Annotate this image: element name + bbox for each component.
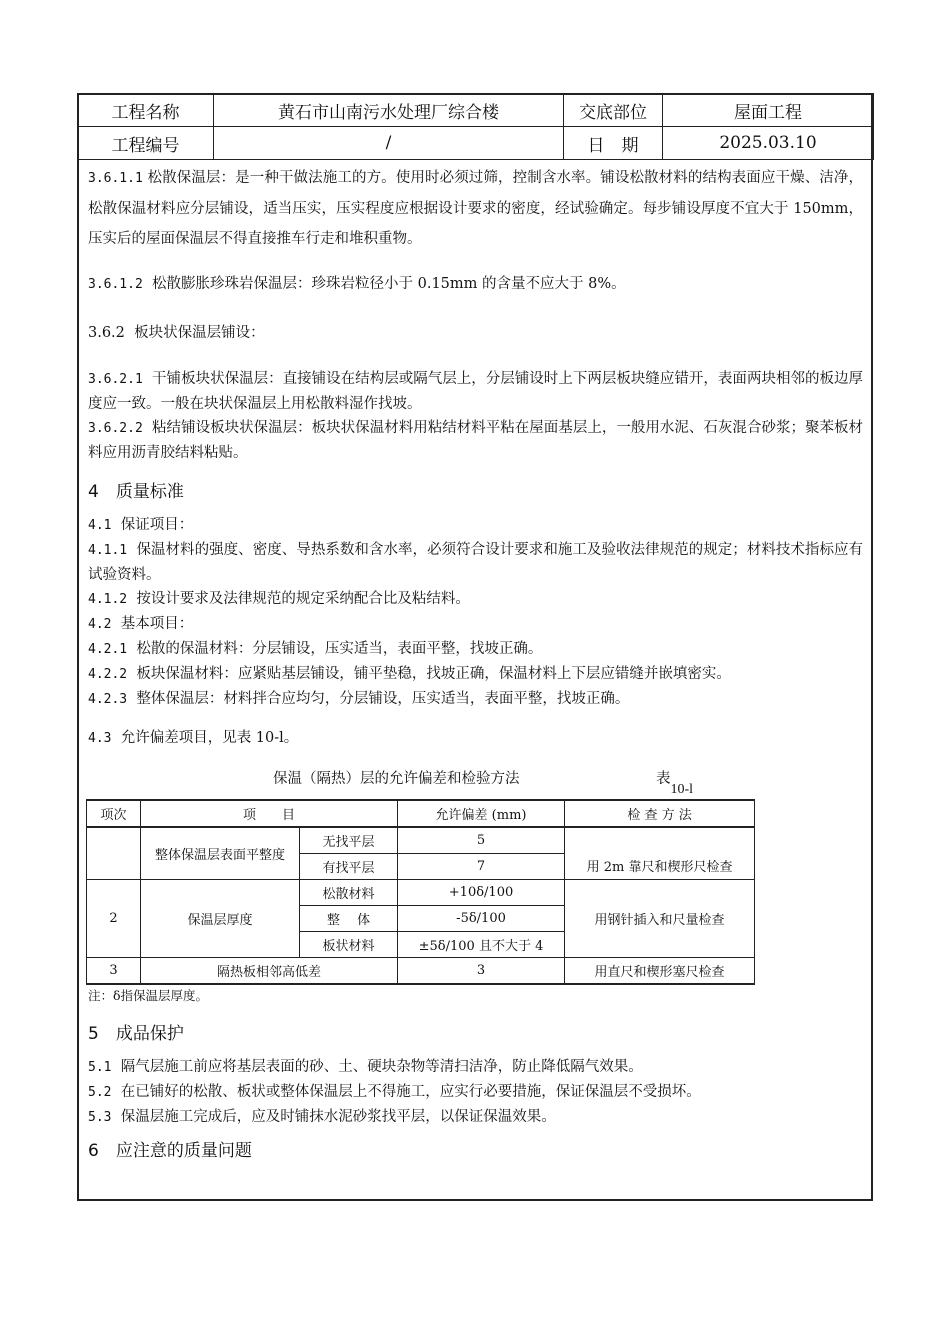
row-tolerance-cell: 5 [398,827,565,854]
row-sub-item-cell: 无找平层 [300,827,398,854]
section-4-title: 4 质量标准 [88,482,184,502]
clause-text: 松散膨胀珍珠岩保温层：珍珠岩粒径小于 0.15mm 的含量不应大于 8%。 [152,276,626,292]
header-table [77,93,874,160]
clause-text: 粘结铺设板块状保温层：板块状保温材料用粘结材料平粘在屋面基层上，一般用水泥、石灰混合砂浆；聚苯板材料应用沥青胶结料粘贴。 [88,420,864,461]
clause-number: 3.6.2 [88,325,125,341]
clause-number: 3.6.1.2 [88,277,143,292]
date-label: 日 期 [564,127,663,160]
paragraph-4-2-3 [88,687,863,712]
col-header-item: 项 目 [141,800,398,827]
table-note: 注：δ指保温层厚度。 [88,988,209,1003]
table-ref-number: 10-l [670,781,694,797]
clause-number: 4.3 [88,731,112,746]
clause-text: 整体保温层：材料拌合应均匀，分层铺设，压实适当，表面平整，找坡正确。 [136,691,630,707]
project-name-label: 工程名称 [78,94,214,127]
clause-number: 3.6.2.1 [88,372,143,387]
row-tolerance-cell: 7 [398,854,565,880]
clause-text: 在已铺好的松散、板状或整体保温层上不得施工，应实行必要措施，保证保温层不受损坏。 [120,1084,701,1100]
clause-text: 板块状保温层铺设： [134,325,265,341]
clause-number: 4.1.1 [88,543,128,558]
clause-text: 按设计要求及法律规范的规定采纳配合比及粘结料。 [136,591,470,607]
clause-text: 基本项目： [120,616,194,632]
row-method-cell: 用直尺和楔形塞尺检查 [565,958,755,985]
row-item-cell: 整体保温层表面平整度 [141,827,300,880]
clause-text: 松散保温层：是一种干做法施工的方。使用时必须过筛，控制含水率。铺设松散材料的结构表面应干燥、洁净，松散保温材料应分层铺设，适当压实，压实程度应根据设计要求的密度，经试验确定。每步铺设厚度不宜大于 150mm，压实后的屋面保温层不得直接推车行走和堆积重物。 [88,170,864,247]
clause-number: 5.3 [88,1110,112,1125]
row-sub-item-cell: 有找平层 [300,854,398,880]
table-row [87,880,755,906]
date-value: 2025.03.10 [663,127,874,160]
row-sub-item-cell: 板状材料 [300,932,398,958]
clause-text: 板块保温材料：应紧贴基层铺设，铺平垫稳，找坡正确，保温材料上下层应错缝并嵌填密实。 [136,666,731,682]
clause-number: 3.6.1.1 [88,171,143,186]
table-ref-prefix: 表 [656,771,671,787]
document-body [88,163,863,1164]
paragraph-4-2-1 [88,637,863,662]
clause-number: 4.2.2 [88,667,128,682]
paragraph-3-6-2 [88,321,863,345]
clause-text: 松散的保温材料：分层铺设，压实适当，表面平整，找坡正确。 [136,641,543,657]
row-no-cell: 2 [87,880,141,958]
col-header-method: 检 查 方 法 [565,800,755,827]
paragraph-4-1-2 [88,587,863,612]
clause-text: 保证项目： [120,517,194,533]
section-6-title: 6 应注意的质量问题 [88,1141,252,1161]
row-method-cell: 用 2m 靠尺和楔形尺检查 [565,827,755,880]
project-no-value: / [214,127,564,160]
handover-part-label: 交底部位 [564,94,663,127]
paragraph-5-3 [88,1105,863,1130]
row-tolerance-cell: 3 [398,958,565,985]
clause-number: 4.2 [88,617,112,632]
paragraph-4-2 [88,612,863,637]
clause-text: 干铺板块状保温层：直接铺设在结构层或隔气层上，分层铺设时上下两层板块缝应错开，表面两块相邻的板边厚度应一致。一般在块状保温层上用松散料湿作找坡。 [88,371,864,412]
clause-number: 3.6.2.2 [88,421,143,436]
row-item-cell: 隔热板相邻高低差 [141,958,398,985]
paragraph-4-3 [88,726,863,751]
handover-part-value: 屋面工程 [663,94,874,127]
row-tolerance-cell: +10δ/100 [398,880,565,906]
section-5-title: 5 成品保护 [88,1024,184,1044]
table-row [87,958,755,985]
clause-number: 5.2 [88,1085,112,1100]
clause-number: 5.1 [88,1060,112,1075]
paragraph-5-2 [88,1080,863,1105]
clause-text: 保温材料的强度、密度、导热系数和含水率，必须符合设计要求和施工及验收法律规范的规定；材料技术指标应有试验资料。 [88,542,864,583]
row-sub-item-cell: 松散材料 [300,880,398,906]
clause-number: 4.1 [88,518,112,533]
paragraph-4-2-2 [88,662,863,687]
paragraph-3-6-1-2 [88,272,863,297]
paragraph-5-1 [88,1055,863,1080]
clause-number: 4.2.1 [88,642,128,657]
clause-number: 4.1.2 [88,592,128,607]
row-method-cell: 用钢针插入和尺量检查 [565,880,755,958]
row-no-cell: 3 [87,958,141,985]
table-title: 保温（隔热）层的允许偏差和检验方法 [273,771,520,787]
row-sub-item-cell: 整 体 [300,906,398,932]
row-tolerance-cell: ±5δ/100 且不大于 4 [398,932,565,958]
table-row [87,827,755,854]
paragraph-4-1 [88,513,863,538]
table-reference [656,767,694,797]
clause-number: 4.2.3 [88,692,128,707]
table-header-row [87,800,755,827]
clause-text: 保温层施工完成后，应及时铺抹水泥砂浆找平层，以保证保温效果。 [120,1109,556,1125]
paragraph-4-1-1 [88,538,863,587]
paragraph-3-6-2-1 [88,367,863,416]
deviation-table [86,799,755,985]
paragraph-3-6-1-1 [88,163,863,254]
table-caption [88,763,863,799]
clause-text: 允许偏差项目，见表 10-l。 [120,730,299,746]
row-item-cell: 保温层厚度 [141,880,300,958]
paragraph-3-6-2-2 [88,416,863,465]
project-name-value: 黄石市山南污水处理厂综合楼 [214,94,564,127]
project-no-label: 工程编号 [78,127,214,160]
col-header-no: 项次 [87,800,141,827]
row-no-cell [87,827,141,880]
col-header-tolerance: 允许偏差 (mm) [398,800,565,827]
row-tolerance-cell: -5δ/100 [398,906,565,932]
clause-text: 隔气层施工前应将基层表面的砂、土、硬块杂物等清扫洁净，防止降低隔气效果。 [120,1059,643,1075]
